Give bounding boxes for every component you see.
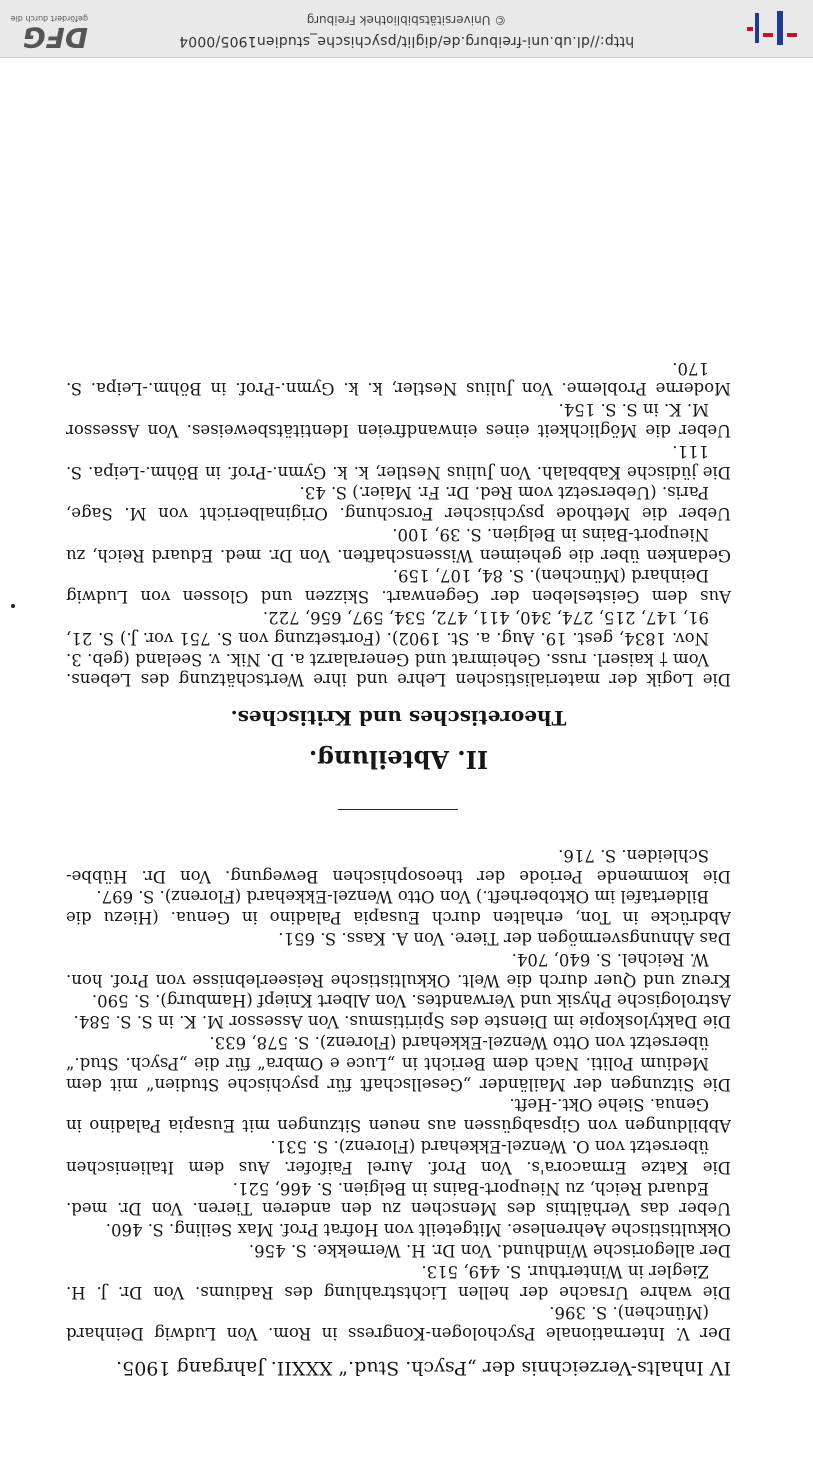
list-item: Der V. Internationale Psychologen-Kongress in Rom. Von Ludwig Deinhard (München). S. 396. xyxy=(66,1303,731,1344)
dfg-logo-mark: DFG xyxy=(22,21,88,54)
section-divider xyxy=(339,809,459,810)
list-item: Das Ahnungsvermögen der Tiere. Von A. Kass. S. 651. xyxy=(278,929,731,949)
list-item: Die Daktyloskopie im Dienste des Spiritismus. Von Assessor M. K. in S. S. 584. xyxy=(73,1012,731,1032)
banner-text xyxy=(0,13,813,54)
section-subtitle: Theoretisches und Kritisches. xyxy=(230,706,567,731)
list-item: Abbildungen von Gipsabgüssen aus neuen Sitzungen mit Eusapia Paladino in Genua. Siehe Okt.-Heft. xyxy=(66,1095,731,1136)
page-header: IV Inhalts-Verzeichnis der „Psych. Stud.“ XXXII. Jahrgang 1905. xyxy=(116,1357,731,1379)
source-url[interactable]: http://dl.ub.uni-freiburg.de/diglit/psychische_studien1905/0004 xyxy=(178,33,635,49)
entry-list-part1 xyxy=(66,844,731,1343)
section-title: II. Abteilung. xyxy=(308,745,489,775)
list-item: Der allegorische Windhund. Von Dr. H. Wernekke. S. 456. xyxy=(248,1241,731,1261)
list-item: Gedanken über die geheimen Wissenschaften. Von Dr. med. Eduard Reich, zu Nieuport-Bains in Belgien. S. 39, 100. xyxy=(66,524,731,565)
page-content xyxy=(66,357,731,1378)
list-item: Aus dem Geistesleben der Gegenwart. Skizzen und Glossen von Ludwig Deinhard (München). S. 84, 107, 159. xyxy=(66,566,731,607)
list-item: Die Katze Ermacora's. Von Prof. Aurel Faifofer. Aus dem Italienischen übersetzt von O. Wenzel-Ekkehard (Florenz). S. 531. xyxy=(66,1137,731,1177)
copyright-notice: © Universitätsbibliothek Freiburg xyxy=(306,13,507,27)
list-item: Die Logik der materialistischen Lehre und ihre Wertschätzung des Lebens. Vom † kaiserl. russ. Geheimrat und Generalarzt a. D. Nik. v. Seeland (geb. 3. Nov. 1834, gest. 19. Aug. a. St. 1902). (Fortsetzung von S. 751 vor. J.) S. 21, 91, 147, 215, 274, 340, 411, 472, 534, 597, 656, 722. xyxy=(66,608,731,690)
list-item: Ueber die Möglichkeit eines einwandfreien Identitätsbeweises. Von Assessor M. K. in S. S. 154. xyxy=(66,400,731,440)
list-item: Moderne Probleme. Von Julius Nestler, k. k. Gymn.-Prof. in Böhm.-Leipa. S. 170. xyxy=(66,358,731,399)
list-item: Okkultistische Aehrenlese. Mitgeteilt von Hofrat Prof. Max Seiling. S. 460. xyxy=(105,1220,731,1240)
digitization-banner xyxy=(0,0,813,58)
dfg-caption: gefördert durch die xyxy=(10,14,88,23)
dfg-logo xyxy=(8,5,88,54)
list-item: Abdrücke in Ton, erhalten durch Eusapia Paladino in Genua. (Hiezu die Bildertafel im Oktoberheft.) Von Otto Wenzel-Ekkehard (Florenz). S. 697. xyxy=(66,887,731,928)
list-item: Die kommende Periode der theosophischen Bewegung. Von Dr. Hübbe-Schleiden. S. 716. xyxy=(66,845,731,886)
list-item: Die wahre Ursache der hellen Lichtstrahlung des Radiums. Von Dr. J. H. Ziegler in Winterthur. S. 449, 513. xyxy=(66,1261,731,1302)
entry-list-part2 xyxy=(66,357,731,690)
list-item: Ueber das Verhältnis des Menschen zu den anderen Tieren. Von Dr. med. Eduard Reich, zu Nieuport-Bains in Belgien. S. 466, 521. xyxy=(66,1178,731,1219)
list-item: Kreuz und Quer durch die Welt. Okkultistische Reiseerlebnisse von Prof. hon. W. Reichel. S. 640, 704. xyxy=(66,949,731,990)
list-item: Die Sitzungen der Mailänder „Gesellschaft für psychische Studien“ mit dem Medium Politi. Nach dem Bericht in „Luce e Ombra“ für die „Psych. Stud.“ übersetzt von Otto Wenzel-Ekkehard (Florenz). S. 578, 633. xyxy=(66,1033,731,1094)
scan-speck xyxy=(11,604,15,608)
list-item: Die jüdische Kabbalah. Von Julius Nestler, k. k. Gymn.-Prof. in Böhm.-Leipa. S. 111. xyxy=(66,441,731,482)
list-item: Ueber die Methode psychischer Forschung. Originalbericht von M. Sage, Paris. (Uebersetzt vom Red. Dr. Fr. Maier.) S. 43. xyxy=(66,483,731,524)
list-item: Astrologische Physik und Verwandtes. Von Albert Kniepf (Hamburg). S. 590. xyxy=(91,991,731,1011)
